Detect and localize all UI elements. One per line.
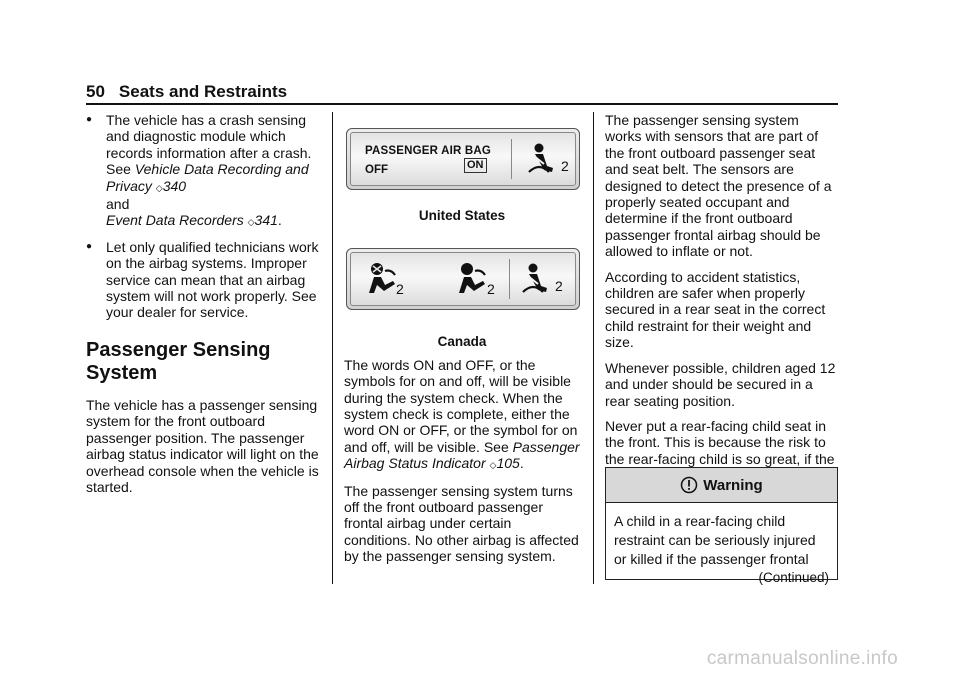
warning-box xyxy=(605,467,838,585)
column-2 xyxy=(344,112,580,574)
section-heading: Passenger Sensing System xyxy=(86,338,271,384)
warning-icon xyxy=(680,476,698,494)
bullet-text: Let only qualified technicians work on the airbag systems. Improper service can mean that an airbag system will not work properly. See your dealer for service. xyxy=(106,238,319,321)
column-divider-2 xyxy=(593,112,594,584)
on-label: ON xyxy=(464,158,487,173)
paragraph: Never put a rear-facing child seat in the front. This is because the risk to the rear-facing child is so great, if the xyxy=(605,417,835,467)
page-number: 50 xyxy=(86,82,105,101)
page-ref[interactable]: 341 xyxy=(254,212,278,229)
seatbelt-occupant-icon xyxy=(519,262,559,296)
header-rule xyxy=(86,103,838,105)
paragraph: Whenever possible, children aged 12 and under should be secured in a rear seating position. xyxy=(605,359,836,409)
bullet-icon: ● xyxy=(86,240,93,252)
page-header xyxy=(86,82,287,102)
seat-number: 2 xyxy=(561,158,569,174)
column-3 xyxy=(605,112,837,493)
bullet-item xyxy=(86,239,322,321)
paragraph: According to accident statistics, children are safer when properly secured in a rear seat in the correct child restraint for their weight and size. xyxy=(605,268,826,351)
paragraph: The vehicle has a passenger sensing system for the front outboard passenger position. The passenger airbag status indicator will light on the overhead console when the vehicle is started. xyxy=(86,396,319,495)
panel-label: PASSENGER AIR BAG xyxy=(365,145,492,157)
paragraph: The words ON and OFF, or the symbols for on and off, will be visible during the system check. When the system check is complete, either the word ON or OFF, or the symbol for on and off, will be visible. See Passenger Airbag Status Indicator ◇105. xyxy=(344,356,580,472)
airbag-on-icon xyxy=(455,261,491,297)
watermark: carmanualsonline.info xyxy=(706,648,898,669)
bullet-item xyxy=(86,112,322,231)
paragraph: The passenger sensing system works with sensors that are part of the front outboard passenger seat and seat belt. The sensors are designed to detect the presence of a properly seated occupant and determine if the front outboard passenger frontal airbag should be allowed to inflate or not. xyxy=(605,112,832,260)
column-divider-1 xyxy=(332,112,333,584)
page-ref[interactable]: 340 xyxy=(162,177,187,194)
link-vehicle-data-recording[interactable]: Vehicle Data Recording and Privacy xyxy=(106,161,309,194)
ref-icon: ◇ xyxy=(489,460,497,471)
caption-canada: Canada xyxy=(437,334,487,350)
continued-label: (Continued) xyxy=(758,570,829,585)
seat-number: 2 xyxy=(487,281,495,298)
section-title: Seats and Restraints xyxy=(118,82,288,101)
ref-icon: ◇ xyxy=(155,182,163,193)
seatbelt-occupant-icon xyxy=(525,142,565,176)
off-label: OFF xyxy=(365,164,388,176)
link-event-data-recorders[interactable]: Event Data Recorders xyxy=(106,212,244,229)
caption-us: United States xyxy=(418,208,506,223)
warning-header xyxy=(606,468,837,503)
page-ref[interactable]: 105 xyxy=(496,455,520,472)
warning-body: A child in a rear-facing child restraint can be seriously injured or killed if the passenger frontal (Continued) xyxy=(614,513,829,585)
indicator-panel-canada xyxy=(346,248,580,310)
column-1 xyxy=(86,112,322,504)
link-passenger-airbag-status-indicator[interactable]: Passenger Airbag Status Indicator xyxy=(344,438,580,472)
warning-title: Warning xyxy=(703,476,763,494)
bullet-icon: ● xyxy=(86,114,93,125)
seat-number: 2 xyxy=(396,281,404,298)
ref-icon: ◇ xyxy=(247,217,255,228)
bullet-text: The vehicle has a crash sensing and diagnostic module which records information after a crash. See Vehicle Data Recording and Privacy ◇340 and Event Data Recorders ◇341. xyxy=(106,112,312,229)
paragraph: The passenger sensing system turns off the front outboard passenger frontal airbag under certain conditions. No other airbag is affected by the passenger sensing system. xyxy=(344,482,579,565)
indicator-panel-us xyxy=(346,128,580,190)
seat-number: 2 xyxy=(555,278,563,295)
